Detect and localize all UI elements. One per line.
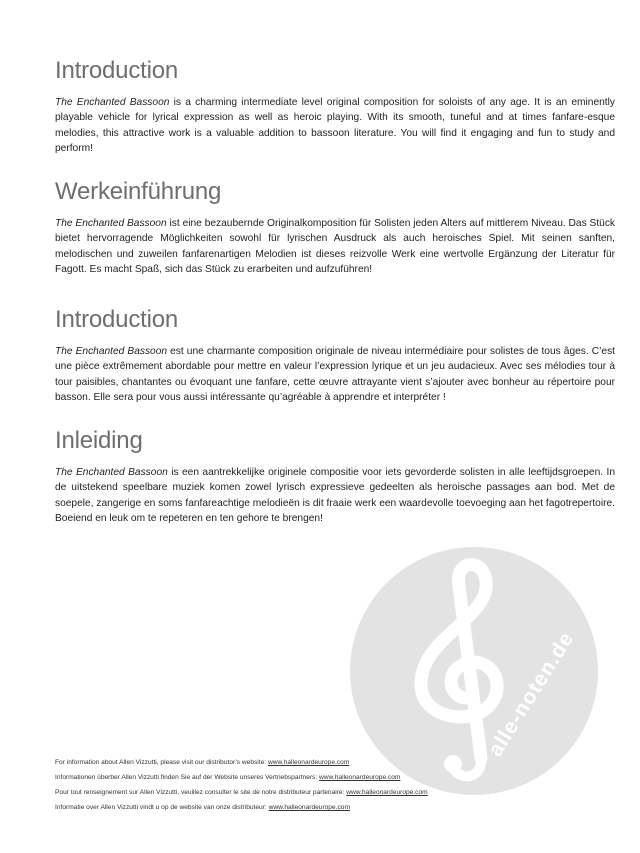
footer	[55, 755, 615, 815]
section-dutch	[55, 427, 615, 526]
section-french	[55, 306, 615, 405]
distributor-link[interactable]: www.halleonardeurope.com	[267, 759, 350, 766]
work-title: The Enchanted Bassoon	[55, 346, 168, 357]
paragraph-body: is a charming intermediate level original composition for soloists of any age. It is an eminently playable vehicle for lyrical expression as well as heroic playing. With its smooth, tuneful and at times fanfare-esque melodies, this attractive work is a valuable addition to bassoon literature. You will find it engaging and fun to study and perform!	[55, 97, 615, 154]
distributor-link[interactable]: www.halleonardeurope.com	[346, 789, 428, 796]
distributor-link[interactable]: www.halleonardeurope.com	[319, 774, 401, 781]
work-title: The Enchanted Bassoon	[55, 218, 167, 229]
paragraph-english	[55, 95, 615, 156]
paragraph-body: ist eine bezaubernde Originalkomposition für Solisten jeden Alters auf mittlerem Niveau. Das Stück bietet hervorragende Möglichkeiten sowohl für lyrischen Ausdruck als auch heroisches Spiel. Mit seinen sanften, melodischen und zuweilen fanfarenartigen Melodien ist dieses reizvolle Werk eine wertvolle Ergänzung der Literatur für Fagott. Es macht Spaß, sich das Stück zu erarbeiten und aufzuführen!	[55, 218, 616, 275]
heading-introduction-fr: Introduction	[55, 306, 179, 333]
paragraph-french	[55, 344, 615, 405]
paragraph-body: is een aantrekkelijke originele compositie voor iets gevorderde solisten in alle leeftijdsgroepen. In de uitstekend speelbare muziek komen zowel lyrisch expressieve gedeelten als heroische passages aan bod. Met de soepele, zangerige en soms fanfareachtige melodieën is dit fraaie werk een waardevolle toevoeging aan het fagotrepertoire. Boeiend en leuk om te repeteren en ten gehore te brengen!	[55, 467, 615, 524]
footer-text: Informationen überber Allen Vizzutti finden Sie auf der Website unseres Vertriebspartners:	[55, 774, 320, 781]
watermark-text: alle-noten.de	[483, 627, 579, 761]
work-title: The Enchanted Bassoon	[55, 467, 168, 478]
work-title: The Enchanted Bassoon	[55, 97, 170, 108]
paragraph-dutch	[55, 465, 615, 526]
footer-text: For information about Allen Vizzutti, please visit our distributor’s website:	[55, 759, 268, 766]
heading-inleiding: Inleiding	[55, 427, 143, 454]
heading-introduction: Introduction	[55, 57, 179, 84]
footer-line-en	[55, 755, 615, 770]
footer-line-de	[55, 770, 615, 785]
paragraph-german	[55, 216, 615, 277]
heading-werkeinfuehrung: Werkeinführung	[55, 178, 222, 205]
section-english	[55, 57, 615, 156]
footer-line-fr	[55, 785, 615, 800]
footer-text: Pour tout renseignement sur Allen Vizzutti, veuillez consulter le site de notre distributeur partenaire:	[55, 789, 347, 796]
paragraph-body: est une charmante composition originale de niveau intermédiaire pour solistes de tous âges. C’est une pièce extrêmement abordable pour mettre en valeur l’expression lyrique et un jeu audacieux. Avec ses mélodies tour à tour paisibles, chantantes ou évoquant une fanfare, cette œuvre attrayante vient s’ajouter avec bonheur au répertoire pour basson. Elle sera pour vous aussi intéressante qu’agréable à apprendre et interpréter !	[55, 346, 615, 403]
footer-text: Informatie over Allen Vizzutti vindt u op de website van onze distributeur:	[55, 804, 269, 811]
section-german	[55, 178, 615, 277]
footer-line-nl	[55, 800, 615, 815]
distributor-link[interactable]: www.halleonardeurope.com	[268, 804, 350, 811]
